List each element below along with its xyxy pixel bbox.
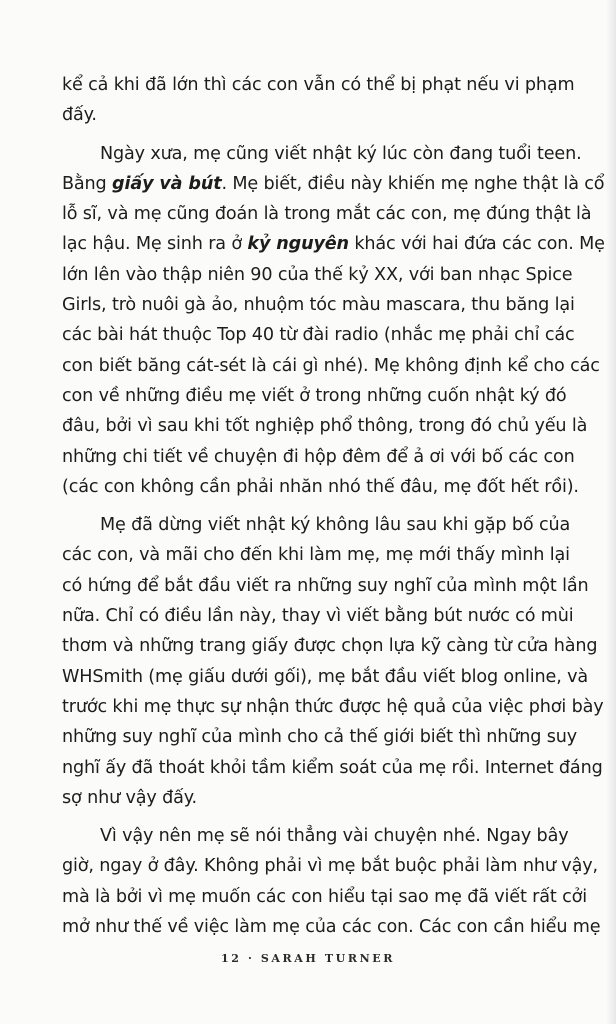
page-edge-shadow	[606, 0, 616, 1024]
text-line: lớn lên vào thập niên 90 của thế kỷ XX, với ban nhạc Spice	[62, 264, 573, 285]
text-line: Ngày xưa, mẹ cũng viết nhật ký lúc còn đang tuổi teen.	[100, 143, 582, 164]
text-line: các bài hát thuộc Top 40 từ đài radio (nhắc mẹ phải chỉ các	[62, 325, 575, 346]
text-line	[62, 169, 605, 199]
running-author: SARAH TURNER	[260, 952, 395, 965]
text-line: con biết băng cát-sét là cái gì nhé). Mẹ không định kể cho các	[62, 355, 600, 376]
text-line: Mẹ đã dừng viết nhật ký không lâu sau khi gặp bố của	[100, 515, 571, 536]
emphasis-text: kỷ nguyên	[247, 234, 349, 255]
text-line: những chi tiết về chuyện đi hộp đêm để ả ơi với bố các con	[62, 446, 575, 467]
text-line: kể cả khi đã lớn thì các con vẫn có thể bị phạt nếu vi phạm	[62, 75, 575, 95]
text-line: mà là bởi vì mẹ muốn các con hiểu tại sao mẹ đã viết rất cởi	[62, 886, 587, 907]
text-line: nữa. Chỉ có điều lần này, thay vì viết bằng bút nước có mùi	[62, 606, 574, 627]
text-line: đấy.	[62, 105, 97, 126]
paragraph-blog-start	[62, 510, 604, 813]
text-run: khác với hai đứa các con. Mẹ	[348, 234, 605, 255]
text-run: . Mẹ biết, điều này khiến mẹ nghe thật là cổ	[221, 173, 605, 194]
text-line: Girls, trò nuôi gà ảo, nhuộm tóc màu mascara, thu băng lại	[62, 295, 575, 316]
text-line: có hứng để bắt đầu viết ra những suy nghĩ của mình một lần	[62, 575, 589, 596]
page-footer	[0, 952, 616, 965]
paragraph-diary-past	[62, 139, 605, 503]
text-run: Bằng	[62, 173, 113, 194]
paragraph-explanation	[62, 821, 601, 942]
text-line: thơm và những trang giấy được chọn lựa kỹ càng từ cửa hàng	[62, 636, 598, 657]
text-line: con về những điều mẹ viết ở trong những cuốn nhật ký đó	[62, 385, 567, 406]
text-line: Vì vậy nên mẹ sẽ nói thẳng vài chuyện nhé. Ngay bây	[100, 826, 569, 847]
text-run: lạc hậu. Mẹ sinh ra ở	[62, 234, 248, 255]
text-line: WHSmith (mẹ giấu dưới gối), mẹ bắt đầu viết blog online, và	[62, 666, 588, 687]
text-line: giờ, ngay ở đây. Không phải vì mẹ bắt buộc phải làm như vậy,	[62, 856, 598, 877]
page-number: 12	[221, 952, 242, 965]
text-line: (các con không cần phải nhăn nhó thế đâu, mẹ đốt hết rồi).	[62, 476, 579, 497]
emphasis-text: giấy và bút	[112, 173, 222, 194]
paragraph-continuation	[62, 70, 584, 131]
text-line: những suy nghĩ của mình cho cả thế giới biết thì những suy	[62, 727, 578, 748]
text-line: sợ như vậy đấy.	[62, 787, 197, 808]
text-line: nghĩ ấy đã thoát khỏi tầm kiểm soát của mẹ rồi. Internet đáng	[62, 757, 603, 778]
text-line: trước khi mẹ thực sự nhận thức được hệ quả của việc phơi bày	[62, 696, 604, 717]
body-text	[62, 70, 605, 942]
text-line: các con, và mãi cho đến khi làm mẹ, mẹ mới thấy mình lại	[62, 545, 570, 566]
text-line: mở như thế về việc làm mẹ của các con. Các con cần hiểu mẹ	[62, 917, 601, 938]
text-line: đâu, bởi vì sau khi tốt nghiệp phổ thông, trong đó chủ yếu là	[62, 416, 588, 437]
text-line: lỗ sĩ, và mẹ cũng đoán là trong mắt các con, mẹ đúng thật là	[62, 204, 592, 225]
text-line	[62, 229, 605, 259]
footer-separator: ·	[248, 952, 255, 965]
